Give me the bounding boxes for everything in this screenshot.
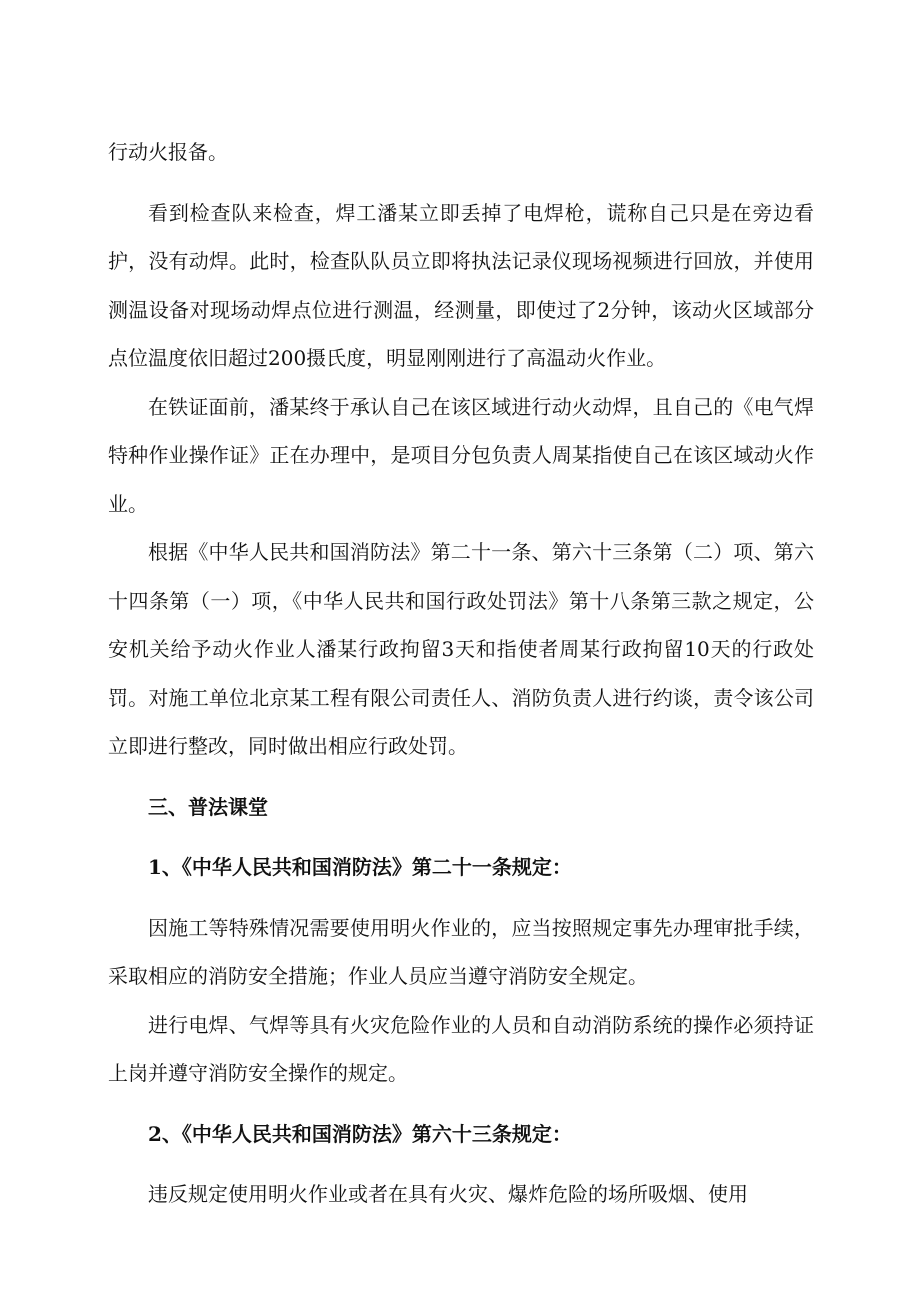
paragraph-continuation: 行动火报备。 xyxy=(108,140,228,164)
article-63-clause-1: 违反规定使用明火作业或者在具有火灾、爆炸危险的场所吸烟、使用 xyxy=(148,1182,748,1206)
article-21-heading: 1、《中华人民共和国消防法》第二十一条规定： xyxy=(148,855,572,879)
article-21-clause-1: 因施工等特殊情况需要使用明火作业的，应当按照规定事先办理审批手续，采取相应的消防安全措施；作业人员应当遵守消防安全规定。 xyxy=(108,915,814,988)
article-21-clause-2: 进行电焊、气焊等具有火灾危险作业的人员和自动消防系统的操作必须持证上岗并遵守消防安全操作的规定。 xyxy=(108,1012,814,1085)
article-63-heading: 2、《中华人民共和国消防法》第六十三条规定： xyxy=(148,1121,572,1146)
document-page xyxy=(108,128,814,1219)
paragraph-confession: 在铁证面前，潘某终于承认自己在该区域进行动火动焊，且自己的《电气焊特种作业操作证》正在办理中，是项目分包负责人周某指使自己在该区域动火作业。 xyxy=(108,394,814,516)
section-heading: 三、普法课堂 xyxy=(148,794,268,819)
paragraph-penalty: 根据《中华人民共和国消防法》第二十一条、第六十三条第（二）项、第六十四条第（一）项，《中华人民共和国行政处罚法》第十八条第三款之规定，公安机关给予动火作业人潘某行政拘留3天和指使者周某行政拘留10天的行政处罚。对施工单位北京某工程有限公司责任人、消防负责人进行约谈，责令该公司立即进行整改，同时做出相应行政处罚。 xyxy=(108,540,814,758)
paragraph-inspection: 看到检查队来检查，焊工潘某立即丢掉了电焊枪，谎称自己只是在旁边看护，没有动焊。此时，检查队队员立即将执法记录仪现场视频进行回放，并使用测温设备对现场动焊点位进行测温，经测量，即使过了2分钟，该动火区域部分点位温度依旧超过200摄氏度，明显刚刚进行了高温动火作业。 xyxy=(108,200,814,370)
